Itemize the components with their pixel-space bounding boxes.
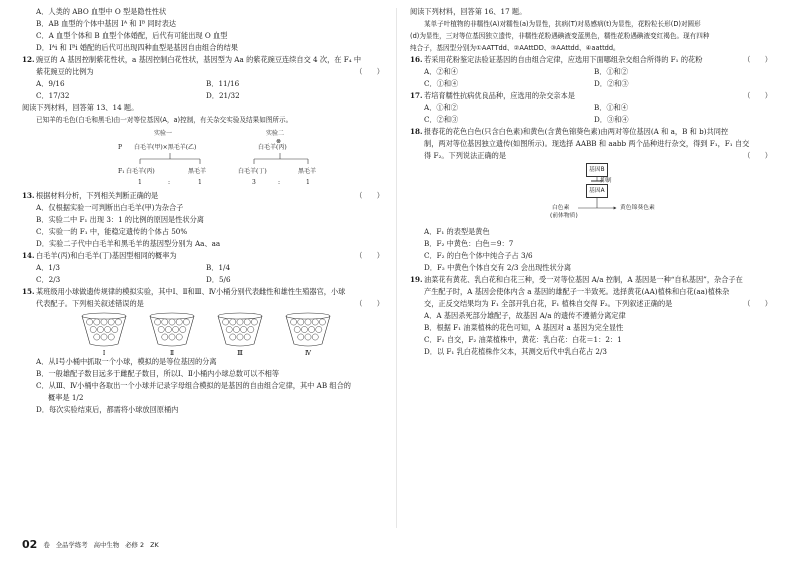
cross-f1b: 黑毛羊 bbox=[188, 168, 207, 175]
q15-number: 15. bbox=[22, 287, 35, 296]
q14-option-c: C．2/3 bbox=[36, 275, 61, 284]
bucket-ball bbox=[226, 326, 232, 332]
bucket-ball bbox=[90, 326, 96, 332]
q18-number: 18. bbox=[410, 127, 423, 136]
q17-text: 若培育糯性抗病优良品种，应选用的杂交亲本是 bbox=[424, 91, 575, 100]
bucket-ball bbox=[251, 319, 257, 325]
q12-number: 12. bbox=[22, 55, 35, 64]
bucket-ball bbox=[305, 334, 311, 340]
q13-option-c: C．实验一的 F₁ 中，能稳定遗传的个体占 50% bbox=[36, 227, 188, 236]
q16-option-b: B．①和② bbox=[594, 67, 629, 76]
question-17 bbox=[410, 90, 772, 102]
bucket-ball bbox=[176, 319, 182, 325]
q12-option-c: C．17/32 bbox=[36, 91, 70, 100]
q12-option-a: A．9/16 bbox=[36, 79, 65, 88]
bucket-ball bbox=[316, 326, 322, 332]
q11-option-b: B．AB 血型的个体中基因 Iᴬ 和 Iᴮ 同时表达 bbox=[36, 19, 177, 28]
q14-number: 14. bbox=[22, 251, 35, 260]
q18-option-b: B．F₂ 中黄色：白色＝9：7 bbox=[424, 239, 514, 248]
cross-f1d: 黑毛羊 bbox=[298, 168, 317, 175]
bucket-ball bbox=[312, 319, 318, 325]
bucket-ball bbox=[108, 334, 114, 340]
intro-13-14: 阅读下列材料，回答第 13、14 题。 bbox=[22, 103, 139, 112]
bucket-ball bbox=[158, 326, 164, 332]
bucket-ball bbox=[101, 319, 107, 325]
bucket-label: Ⅰ bbox=[102, 350, 106, 356]
q16-answer-paren: （ ） bbox=[743, 55, 772, 64]
q12-option-d: D．21/32 bbox=[206, 91, 240, 100]
q13-number: 13. bbox=[22, 191, 35, 200]
bucket-ball bbox=[305, 319, 311, 325]
footer-series: 全品学练考 bbox=[55, 541, 88, 549]
q19-text-1: 油菜花有黄花、乳白花和白花三种，受一对等位基因 A/a 控制，A 基因是一种“自私基因”，杂合子在 bbox=[424, 275, 743, 284]
cross-diagram bbox=[22, 126, 384, 190]
cross-ratio1a: 1 bbox=[138, 179, 142, 186]
left-column bbox=[22, 6, 384, 416]
cross-ratio2a: 3 bbox=[252, 179, 256, 186]
cross-ratio1b: 1 bbox=[198, 179, 202, 186]
cross-exp1-label: 实验一 bbox=[154, 130, 173, 137]
bucket-ball bbox=[237, 319, 243, 325]
bucket-2 bbox=[150, 313, 194, 356]
question-18 bbox=[410, 126, 772, 162]
q15-answer-paren: （ ） bbox=[355, 299, 384, 308]
cross-p2: 白毛羊(丙) bbox=[258, 144, 287, 151]
bucket-ball bbox=[176, 334, 182, 340]
white-pigment-label: 白色素 bbox=[552, 205, 570, 211]
bucket-ball bbox=[169, 334, 175, 340]
question-16 bbox=[410, 54, 772, 66]
q16-text: 若采用花粉鉴定法验证基因的自由组合定律，应选用下面哪组杂交组合所得的 F₁ 的花粉 bbox=[424, 55, 703, 64]
bucket-ball bbox=[301, 326, 307, 332]
cross-lines bbox=[22, 126, 384, 190]
q12-text-2: 紫花豌豆的比例为 bbox=[36, 67, 94, 76]
q15-text-2: 代表配子。下列相关叙述错误的是 bbox=[36, 299, 144, 308]
q19-answer-paren: （ ） bbox=[743, 299, 772, 308]
bucket-label: Ⅱ bbox=[169, 350, 175, 356]
q15-option-c: C．从Ⅲ、Ⅳ小桶中各取出一个小球并记录字母组合模拟的是基因的自由组合定律，其中 AB 组合的 bbox=[36, 381, 351, 390]
question-14 bbox=[22, 250, 384, 262]
bucket-ball bbox=[241, 326, 247, 332]
q16-number: 16. bbox=[410, 55, 423, 64]
q17-option-a: A．①和② bbox=[424, 103, 458, 112]
pathway-diagram bbox=[410, 162, 772, 226]
q14-text: 白毛羊(丙)和白毛羊(丁)基因型相同的概率为 bbox=[36, 251, 177, 260]
q17-answer-paren: （ ） bbox=[743, 91, 772, 100]
cross-p-label: P bbox=[118, 144, 123, 151]
q14-option-a: A．1/3 bbox=[36, 263, 60, 272]
q19-number: 19. bbox=[410, 275, 423, 284]
q17-option-c: C．②和③ bbox=[424, 115, 459, 124]
material-16-line-2: (d)为显性，三对等位基因独立遗传，非糯性花粉遇碘液变蓝黑色，糯性花粉遇碘液变红褐色。现有四种 bbox=[410, 32, 710, 40]
bucket-ball bbox=[115, 319, 121, 325]
bucket-ball bbox=[244, 334, 250, 340]
q13-option-a: A．仅根据实验一可判断出白毛羊(甲)为杂合子 bbox=[36, 203, 184, 212]
bucket-ball bbox=[319, 319, 325, 325]
column-divider bbox=[396, 8, 397, 528]
yellow-pigment-label: 黄色锦葵色素 bbox=[620, 205, 655, 211]
page-footer bbox=[22, 538, 159, 551]
q11-option-a: A．人类的 ABO 血型中 O 型是隐性性状 bbox=[36, 7, 167, 16]
bucket-label: Ⅲ bbox=[237, 350, 243, 356]
cross-f1-label: F₁ bbox=[118, 168, 125, 175]
bucket-ball bbox=[169, 319, 175, 325]
q13-option-d: D．实验二子代中白毛羊和黑毛羊的基因型分别为 Aa、aa bbox=[36, 239, 221, 248]
bucket-ball bbox=[237, 334, 243, 340]
q12-option-b: B．11/16 bbox=[206, 79, 240, 88]
footer-subject: 高中生物 bbox=[93, 541, 120, 549]
cross-exp2-label: 实验二 bbox=[266, 130, 285, 137]
q19-option-a: A．A 基因杀死部分雄配子，故基因 A/a 的遗传不遵循分离定律 bbox=[424, 311, 626, 320]
q17-option-d: D．③和④ bbox=[594, 115, 629, 124]
bucket-ball bbox=[233, 326, 239, 332]
gene-a-box: 基因A bbox=[586, 184, 608, 198]
q14-answer-paren: （ ） bbox=[355, 251, 384, 260]
material-16-line-3: 纯合子，基因型分别为①AATTdd、②AAttDD、③AAttdd、④aattdd。 bbox=[410, 44, 620, 52]
cross-p1: 白毛羊(甲)×黑毛羊(乙) bbox=[134, 144, 197, 151]
question-12 bbox=[22, 54, 384, 78]
bucket-ball bbox=[94, 319, 100, 325]
intro-16-17: 阅读下列材料，回答第 16、17 题。 bbox=[410, 7, 527, 16]
q16-option-c: C．①和④ bbox=[424, 79, 459, 88]
q16-option-a: A．②和④ bbox=[424, 67, 458, 76]
q17-option-b: B．①和④ bbox=[594, 103, 629, 112]
q19-text-3: 交，正反交结果均为 F₁ 全部开乳白花，F₁ 植株自交得 F₂。下列叙述正确的是 bbox=[424, 299, 673, 308]
q18-answer-paren: （ ） bbox=[743, 151, 772, 160]
bucket-ball bbox=[244, 319, 250, 325]
bucket-ball bbox=[183, 319, 189, 325]
bucket-ball bbox=[230, 334, 236, 340]
bucket-label: Ⅳ bbox=[305, 350, 311, 356]
q12-text-1: 豌豆的 A 基因控制紫花性状，a 基因控制白花性状，基因型为 Aa 的紫花豌豆连续自交 4 次，在 F₄ 中 bbox=[36, 55, 362, 64]
footer-sep: 卷 bbox=[43, 541, 50, 549]
bucket-3 bbox=[218, 313, 262, 356]
question-15 bbox=[22, 286, 384, 310]
q19-option-c: C．F₁ 自交，F₂ 油菜植株中，黄花：乳白花：白花＝1：2：1 bbox=[424, 335, 622, 344]
q18-text-1: 报春花的花色白色(只含白色素)和黄色(含黄色锦葵色素)由两对等位基因(A 和 a，B 和 b)共同控 bbox=[424, 127, 729, 136]
material-13: 已知羊的毛色(白毛和黑毛)由一对等位基因(A，a)控制，有关杂交实验及结果如图所示。 bbox=[36, 116, 293, 124]
bucket-ball bbox=[105, 326, 111, 332]
bucket-figure bbox=[22, 310, 384, 356]
q17-number: 17. bbox=[410, 91, 423, 100]
bucket-ball bbox=[94, 334, 100, 340]
bucket-ball bbox=[248, 326, 254, 332]
precursor-label: (前体物质) bbox=[550, 213, 578, 219]
selfing-symbol: ⊗ bbox=[276, 138, 282, 145]
gene-b-box: 基因B bbox=[586, 163, 608, 177]
q15-text-1: 某班级用小球做遗传规律的模拟实验，其中Ⅰ、Ⅱ和Ⅲ、Ⅳ小桶分别代表雌性和雄性生殖器官，小球 bbox=[36, 287, 346, 296]
q16-option-d: D．②和③ bbox=[594, 79, 629, 88]
q11-option-c: C．A 血型个体和 B 血型个体婚配，后代有可能出现 O 血型 bbox=[36, 31, 228, 40]
bucket-ball bbox=[309, 326, 315, 332]
cross-colon2: : bbox=[278, 179, 281, 186]
bucket-drawing bbox=[22, 310, 384, 356]
bucket-ball bbox=[108, 319, 114, 325]
right-column bbox=[410, 6, 772, 358]
bucket-ball bbox=[298, 319, 304, 325]
q18-option-a: A．F₁ 的表型是黄色 bbox=[424, 227, 490, 236]
q15-option-c-cont: 概率是 1/2 bbox=[48, 393, 84, 402]
q13-text: 根据材料分析，下列相关判断正确的是 bbox=[36, 191, 159, 200]
bucket-ball bbox=[101, 334, 107, 340]
bucket-4 bbox=[286, 313, 330, 356]
bucket-ball bbox=[162, 334, 168, 340]
bucket-ball bbox=[162, 319, 168, 325]
q13-option-b: B．实验二中 F₁ 出现 3：1 的比例的原因是性状分离 bbox=[36, 215, 204, 224]
bucket-ball bbox=[173, 326, 179, 332]
bucket-ball bbox=[155, 319, 161, 325]
bucket-ball bbox=[291, 319, 297, 325]
q12-answer-paren: （ ） bbox=[355, 67, 384, 76]
cross-f1a: 白毛羊(丙) bbox=[126, 168, 155, 175]
q14-option-b: B．1/4 bbox=[206, 263, 231, 272]
bucket-ball bbox=[294, 326, 300, 332]
bucket-ball bbox=[87, 319, 93, 325]
q15-option-a: A．从Ⅰ号小桶中抓取一个小球，模拟的是等位基因的分离 bbox=[36, 357, 217, 366]
q15-option-b: B．一般雄配子数目远多于雌配子数目，所以Ⅰ、Ⅱ小桶内小球总数可以不相等 bbox=[36, 369, 280, 378]
q13-answer-paren: （ ） bbox=[355, 191, 384, 200]
q18-option-d: D．F₂ 中黄色个体自交有 2/3 会出现性状分离 bbox=[424, 263, 572, 272]
footer-book: 必修 2 bbox=[125, 541, 145, 549]
bucket-ball bbox=[223, 319, 229, 325]
q15-option-d: D．每次实验结束后，都需将小球放回原桶内 bbox=[36, 405, 179, 414]
bucket-ball bbox=[230, 319, 236, 325]
question-13 bbox=[22, 190, 384, 202]
q18-option-c: C．F₂ 的白色个体中纯合子占 3/6 bbox=[424, 251, 533, 260]
q11-option-d: D．Iᴬi 和 Iᴮi 婚配的后代可出现四种血型是基因自由组合的结果 bbox=[36, 43, 238, 52]
q18-text-3: 得 F₂。下列说法正确的是 bbox=[424, 151, 507, 160]
cross-colon1: : bbox=[168, 179, 171, 186]
bucket-ball bbox=[112, 326, 118, 332]
q18-text-2: 制，两对等位基因独立遗传(如图所示)。现选择 AABB 和 aabb 两个品种进行杂交，得到 F₁，F₁ 自交 bbox=[424, 139, 750, 148]
question-19 bbox=[410, 274, 772, 310]
q19-option-b: B．根据 F₁ 油菜植株的花色可知，A 基因对 a 基因为完全显性 bbox=[424, 323, 624, 332]
cross-ratio2b: 1 bbox=[306, 179, 310, 186]
bucket-ball bbox=[312, 334, 318, 340]
footer-code: ZK bbox=[150, 540, 159, 549]
bucket-1 bbox=[82, 313, 126, 356]
bucket-ball bbox=[180, 326, 186, 332]
inhibit-label: 抑制 bbox=[600, 178, 612, 184]
page-number: 02 bbox=[22, 538, 38, 551]
cross-f1c: 白毛羊(丁) bbox=[238, 168, 267, 175]
q14-option-d: D．5/6 bbox=[206, 275, 231, 284]
q19-option-d: D．以 F₁ 乳白花植株作父本，其测交后代中乳白花占 2/3 bbox=[424, 347, 607, 356]
material-16-line-1: 某单子叶植物的非糯性(A)对糯性(a)为显性，抗病(T)对易感病(t)为显性，花粉粒长形(D)对圆形 bbox=[424, 20, 701, 28]
bucket-ball bbox=[298, 334, 304, 340]
bucket-ball bbox=[97, 326, 103, 332]
bucket-ball bbox=[165, 326, 171, 332]
q19-text-2: 产生配子时，A 基因会使体内含 a 基因的雄配子一半致死。选择黄花(AA)植株和白花(aa)植株杂 bbox=[424, 287, 730, 296]
